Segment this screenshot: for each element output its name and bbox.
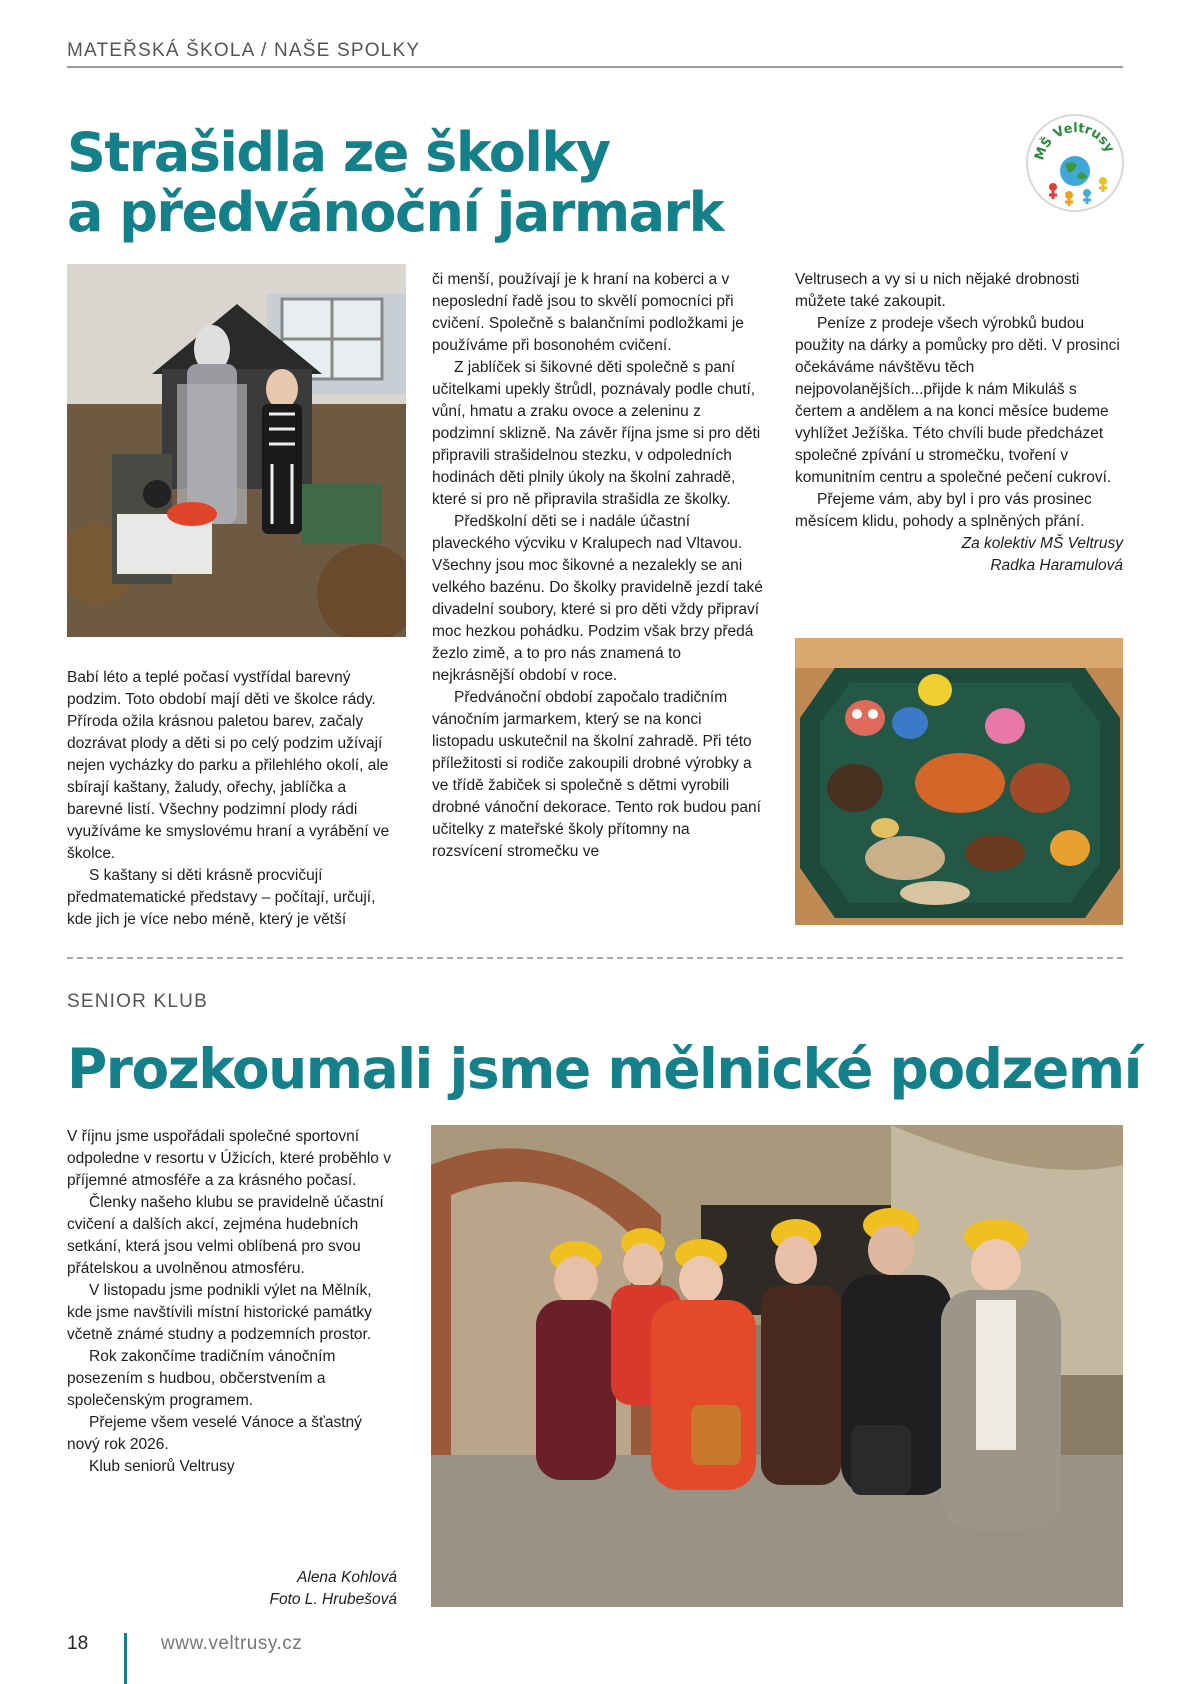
article2-author: Alena Kohlová bbox=[297, 1569, 397, 1586]
autumn-tray-photo bbox=[795, 638, 1123, 925]
logo-text: MŠ Veltrusy bbox=[1032, 120, 1117, 163]
article1-title-line1: Strašidla ze školky bbox=[67, 121, 610, 184]
article1-col2-paragraph: Předškolní děti se i nadále účastní plaveckého výcviku v Kralupech nad Vltavou. Všechny jsou moc šikovné a nezalekly se ani velkého bazénu. Do školky pravidelně jezdí také divadelní soubory, které si pro děti vždy připraví moc hezkou pohádku. Podzim však brzy předá žezlo zimě, a to pro nás znamená to nejkrásnější období v roce. bbox=[432, 513, 763, 684]
senior-club-label: SENIOR KLUB bbox=[67, 991, 208, 1012]
article2-title: Prozkoumali jsme mělnické podzemí bbox=[67, 1037, 1142, 1101]
article1-col3-paragraph: Přejeme vám, aby byl i pro vás prosinec měsícem klidu, pohody a splněných přání. bbox=[795, 491, 1092, 530]
article1-signature-line1: Za kolektiv MŠ Veltrusy bbox=[961, 535, 1123, 552]
article2-column bbox=[67, 1126, 397, 1478]
article1-col3-paragraph: Veltrusech a vy si u nich nějaké drobnosti můžete také zakoupit. bbox=[795, 271, 1080, 310]
seniors-underground-photo bbox=[431, 1125, 1123, 1607]
article1-title-line2: a předvánoční jarmark bbox=[67, 181, 724, 244]
article1-col1-paragraph: S kaštany si děti krásně procvičují předmatematické představy – počítají, určují, kde jich je více nebo méně, který je větší bbox=[67, 867, 376, 928]
article1-col2-paragraph: Z jablíček si šikovné děti společně s paní učitelkami upekly štrůdl, poznávaly podle chutí, vůní, hmatu a zraku ovoce a zeleninu z podzimní sklizně. Na závěr října jsme si pro děti připravili strašidelnou stezku, v odpoledních hodinách děti plnily úkoly na školní zahradě, které si pro ně připravila strašidla ze školky. bbox=[432, 359, 761, 508]
article2-paragraph: Přejeme všem veselé Vánoce a šťastný nový rok 2026. bbox=[67, 1414, 362, 1453]
article2-paragraph: V říjnu jsme uspořádali společné sportovní odpoledne v resortu v Úžicích, které proběhlo v příjemné atmosféře a za krásného počasí. bbox=[67, 1128, 391, 1189]
footer-url[interactable]: www.veltrusy.cz bbox=[161, 1633, 303, 1654]
halloween-photo bbox=[67, 264, 406, 637]
article2-paragraph: V listopadu jsme podnikli výlet na Mělník, kde jsme navštívili místní historické památky včetně známé studny a podzemních prostor. bbox=[67, 1282, 372, 1343]
section-divider bbox=[67, 957, 1123, 959]
article2-paragraph: Klub seniorů Veltrusy bbox=[89, 1458, 235, 1475]
article2-credits bbox=[67, 1567, 397, 1611]
article1-col1-paragraph: Babí léto a teplé počasí vystřídal barevný podzim. Toto období mají děti ve školce rády. Příroda ožila krásnou paletou barev, začaly dozrávat plody a děti si po celý podzim užívají nejen vycházky do parku a přilehlého okolí, ale sbírají kaštany, žaludy, ořechy, jablíčka a barevné listí. Všechny podzimní plody rádi využíváme ke smyslovému hraní a vyrábění ve školce. bbox=[67, 669, 390, 862]
article1-column2 bbox=[432, 269, 763, 863]
article1-signature-line2: Radka Haramulová bbox=[990, 557, 1123, 574]
section-header: MATEŘSKÁ ŠKOLA / NAŠE SPOLKY bbox=[67, 40, 421, 61]
header-rule bbox=[67, 66, 1123, 68]
school-logo bbox=[1025, 113, 1125, 213]
article2-paragraph: Rok zakončíme tradičním vánočním posezením s hudbou, občerstvením a společenským programem. bbox=[67, 1348, 336, 1409]
page-number: 18 bbox=[67, 1633, 89, 1654]
article1-title bbox=[67, 123, 967, 243]
article1-col2-paragraph: Předvánoční období započalo tradičním vánočním jarmarkem, který se na konci listopadu uskutečnil na školní zahradě. Při této příležitosti si rodiče zakoupili drobné výrobky a ve třídě žabiček si společně s dětmi vyrobili drobné vánoční dekorace. Tento rok budou paní učitelky z mateřské školy přítomny na rozsvícení stromečku ve bbox=[432, 689, 761, 860]
article1-col2-paragraph: či menší, používají je k hraní na koberci a v neposlední řadě jsou to skvělí pomocníci při cvičení. Společně s balančními podložkami je používáme při bosonohém cvičení. bbox=[432, 271, 744, 354]
article2-paragraph: Členky našeho klubu se pravidelně účastní cvičení a dalších akcí, zejména hudebních setkání, která jsou velmi oblíbená pro svou přátelskou a uvolněnou atmosféru. bbox=[67, 1194, 384, 1277]
article1-col3-paragraph: Peníze z prodeje všech výrobků budou použity na dárky a pomůcky pro děti. V prosinci očekáváme návštěvu těch nejpovolanějších...přijde k nám Mikuláš s čertem a andělem a na konci měsíce budeme vyhlížet Ježíška. Této chvíli bude předcházet společné zpívání u stromečku, tvoření v komunitním centru a společné pečení cukroví. bbox=[795, 315, 1120, 486]
footer-accent-bar bbox=[124, 1633, 127, 1684]
article1-column3 bbox=[795, 269, 1123, 577]
article2-photo-credit: Foto L. Hrubešová bbox=[269, 1591, 397, 1608]
article1-column1 bbox=[67, 667, 395, 931]
